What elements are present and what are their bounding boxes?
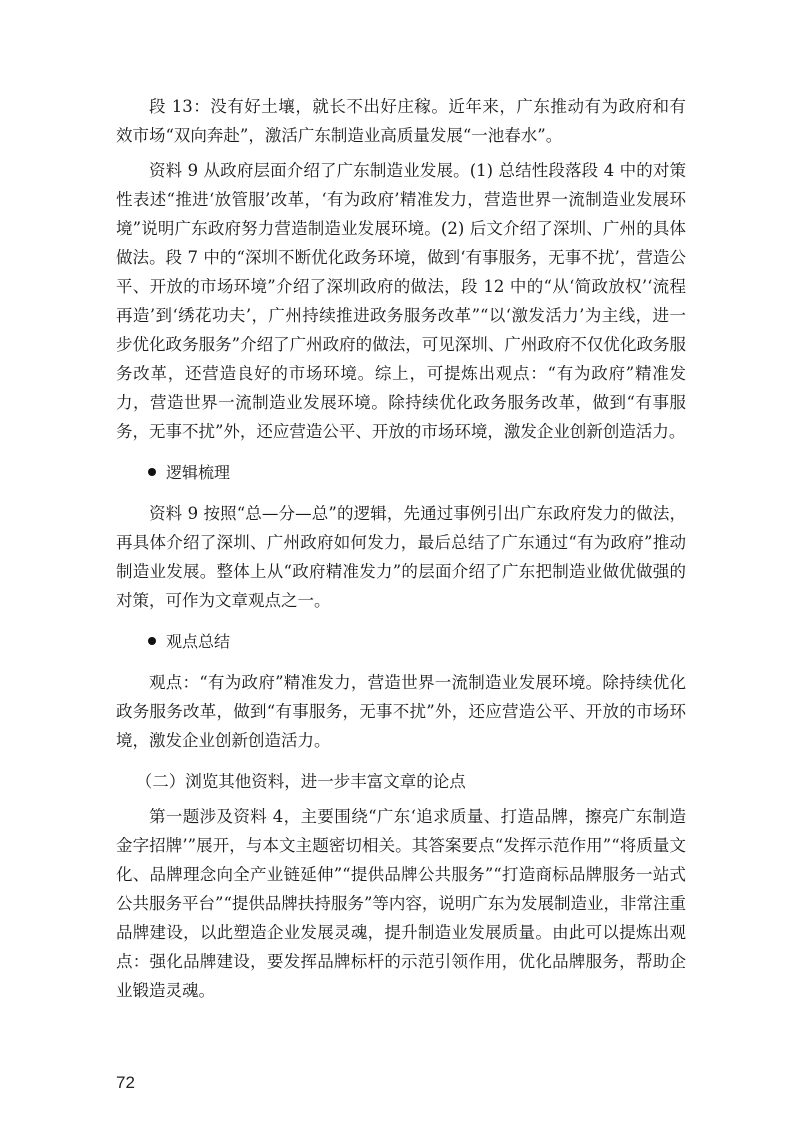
logic-heading-label: 逻辑梳理 xyxy=(166,463,231,482)
bullet-icon xyxy=(148,468,156,476)
summary-heading-label: 观点总结 xyxy=(166,632,231,651)
paragraph-1: 段 13：没有好土壤，就长不出好庄稼。近年来，广东推动有为政府和有效市场“双向奔赴”，激活广东制造业高质量发展“一池春水”。 xyxy=(116,97,686,145)
paragraph-4: 观点：“有为政府”精准发力，营造世界一流制造业发展环境。除持续优化政务服务改革，做到“有事服务，无事不扰”外，还应营造公平、开放的市场环境，激发企业创新创造活力。 xyxy=(116,673,686,750)
paragraph-3: 资料 9 按照“总—分—总”的逻辑，先通过事例引出广东政府发力的做法，再具体介绍了深圳、广州政府如何发力，最后总结了广东通过“有为政府”推动制造业发展。整体上从“政府精准发力”的层面介绍了广东把制造业做优做强的对策，可作为文章观点之一。 xyxy=(116,504,686,610)
summary-heading xyxy=(116,627,686,656)
section-heading: （二）浏览其他资料，进一步丰富文章的论点 xyxy=(135,772,466,791)
page-number: 72 xyxy=(116,1073,135,1092)
body-text xyxy=(116,92,686,1005)
paragraph-2: 资料 9 从政府层面介绍了广东制造业发展。(1) 总结性段落段 4 中的对策性表述“推进‘放管服’改革，‘有为政府’精准发力，营造世界一流制造业发展环境”说明广东政府努力营造制造业发展环境。(2) 后文介绍了深圳、广州的具体做法。段 7 中的“深圳不断优化政务环境，做到‘有事服务，无事不扰’，营造公平、开放的市场环境”介绍了深圳政府的做法，段 12 中的“从‘简政放权’‘流程再造’到‘绣花功夫’，广州持续推进政务服务改革”“以‘激发活力’为主线，进一步优化政务服务”介绍了广州政府的做法，可见深圳、广州政府不仅优化政务服务改革，还营造良好的市场环境。综上，可提炼出观点：“有为政府”精准发力，营造世界一流制造业发展环境。除持续优化政务服务改革，做到“有事服务，无事不扰”外，还应营造公平、开放的市场环境，激发企业创新创造活力。 xyxy=(116,161,686,441)
bullet-icon xyxy=(148,637,156,645)
logic-heading xyxy=(116,458,686,487)
paragraph-5: 第一题涉及资料 4，主要围绕“广东‘追求质量、打造品牌，擦亮广东制造金字招牌’”展开，与本文主题密切相关。其答案要点“发挥示范作用”“将质量文化、品牌理念向全产业链延伸”“提供品牌公共服务”“打造商标品牌服务一站式公共服务平台”“提供品牌扶持服务”等内容，说明广东为发展制造业，非常注重品牌建设，以此塑造企业发展灵魂，提升制造业发展质量。由此可以提炼出观点：强化品牌建设，要发挥品牌标杆的示范引领作用，优化品牌服务，帮助企业锻造灵魂。 xyxy=(116,807,686,1000)
